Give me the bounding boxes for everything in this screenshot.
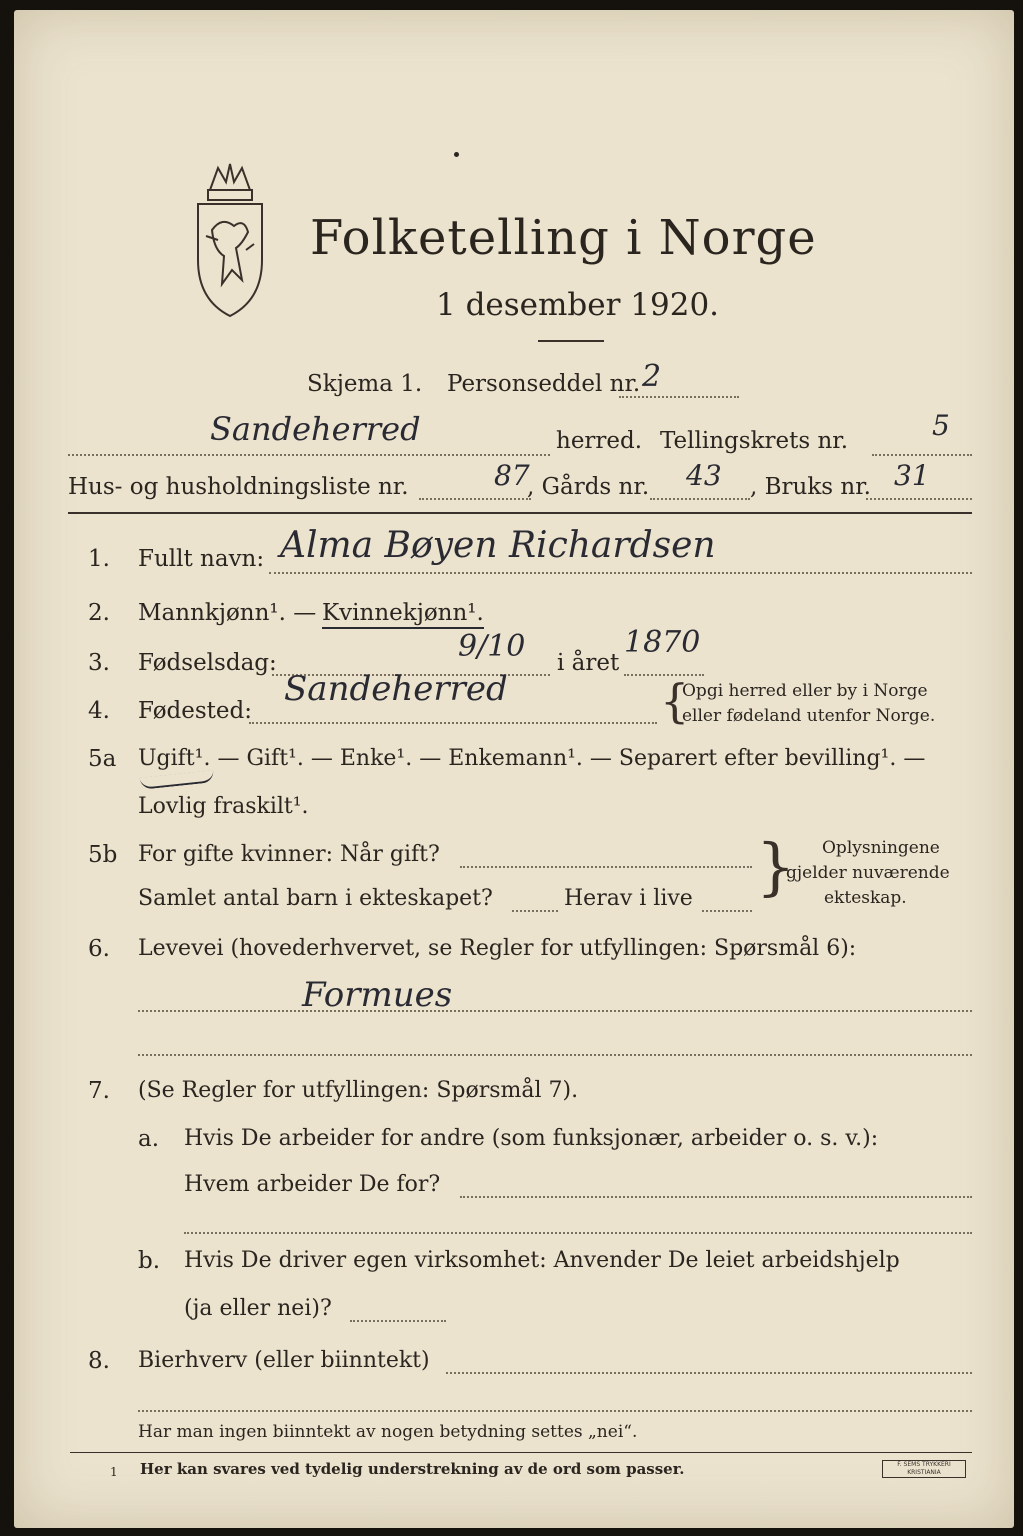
q7-number: 7. (88, 1078, 110, 1104)
q5b-note-line1: Oplysningene (822, 838, 940, 858)
form-title: Folketelling i Norge (310, 210, 817, 266)
coat-of-arms-icon (188, 160, 272, 320)
hus-label: Hus- og husholdningsliste nr. (68, 474, 409, 500)
q7a-employer-line[interactable] (460, 1196, 972, 1198)
gards-line (650, 498, 750, 500)
q5b-alive-label: Herav i live (564, 886, 693, 911)
q6-line1 (138, 1010, 972, 1012)
personseddel-line (619, 396, 739, 398)
herred-value[interactable]: Sandeherred (210, 410, 421, 448)
q7b-letter: b. (138, 1248, 161, 1274)
q5b-married-line (460, 866, 752, 868)
tellingskrets-value[interactable]: 5 (932, 409, 950, 442)
q7b-yes-no-line[interactable] (350, 1320, 446, 1322)
q5b-children-line (512, 910, 558, 912)
q7a-letter: a. (138, 1126, 160, 1152)
q1-value[interactable]: Alma Bøyen Richardsen (280, 525, 716, 566)
tellingskrets-label: Tellingskrets nr. (660, 428, 849, 454)
q4-label: Fødested: (138, 698, 253, 724)
q7b-question: Hvis De driver egen virksomhet: Anvender De leiet arbeidshjelp (184, 1248, 900, 1273)
q6-label: Levevei (hovederhvervet, se Regler for utfyllingen: Spørsmål 6): (138, 936, 857, 961)
q5a-options-cont[interactable]: Lovlig fraskilt¹. (138, 794, 309, 819)
q2-label-male: Mannkjønn¹. — (138, 600, 317, 626)
census-date: 1 desember 1920. (436, 287, 720, 323)
herred-line (68, 454, 550, 456)
hus-line (419, 498, 531, 500)
bruks-label: , Bruks nr. (750, 474, 871, 500)
q2-number: 2. (88, 600, 110, 626)
q4-note-line2: eller fødeland utenfor Norge. (682, 706, 936, 726)
bruks-value[interactable]: 31 (894, 459, 930, 492)
q4-note-brace: { (660, 674, 690, 728)
q3-value[interactable]: 9/10 (458, 629, 526, 664)
title-rule (538, 340, 604, 342)
census-form-page (14, 10, 1014, 1528)
q8-number: 8. (88, 1348, 110, 1374)
q1-line (269, 572, 972, 574)
q7b-yes-no-label: (ja eller nei)? (184, 1296, 332, 1321)
q6-value[interactable]: Formues (302, 975, 453, 1015)
q3-label: Fødselsdag: (138, 650, 277, 676)
q1-number: 1. (88, 546, 110, 572)
q4-note-line1: Opgi herred eller by i Norge (682, 681, 928, 701)
q4-number: 4. (88, 698, 110, 724)
tellingskrets-line (872, 454, 972, 456)
gards-label: , Gårds nr. (527, 474, 650, 500)
bruks-line (866, 498, 972, 500)
footnote-text: Her kan svares ved tydelig understrekning av de ord som passer. (140, 1460, 685, 1478)
q6-line2 (138, 1054, 972, 1056)
footer-divider (70, 1452, 972, 1453)
q5b-alive-line (702, 910, 752, 912)
q5a-number: 5a (88, 746, 117, 772)
personseddel-value[interactable]: 2 (642, 359, 662, 394)
q5a-ugift-mark (140, 770, 215, 790)
hus-value[interactable]: 87 (494, 459, 530, 492)
q5a-options[interactable]: Ugift¹. — Gift¹. — Enke¹. — Enkemann¹. — Separert efter bevilling¹. — (138, 746, 926, 771)
q7a-employer-line2[interactable] (184, 1232, 972, 1234)
q4-line (249, 722, 657, 724)
q1-label: Fullt navn: (138, 546, 265, 572)
personseddel-label: Personseddel nr. (447, 371, 641, 397)
q8-label: Bierhverv (eller biinntekt) (138, 1348, 430, 1373)
q5b-note-line3: ekteskap. (824, 888, 907, 908)
printer-stamp: F. SEMS TRYKKERI KRISTIANIA (882, 1460, 966, 1478)
skjema-label: Skjema 1. (307, 371, 423, 397)
q4-value[interactable]: Sandeherred (284, 669, 508, 709)
q2-label-female[interactable]: Kvinnekjønn¹. (322, 602, 484, 629)
q8-note: Har man ingen biinntekt av nogen betydning settes „nei“. (138, 1422, 638, 1442)
q3-year-label: i året (557, 650, 620, 676)
q7-label: (Se Regler for utfyllingen: Spørsmål 7). (138, 1078, 579, 1103)
q5b-note-line2: gjelder nuværende (786, 863, 950, 883)
q6-number: 6. (88, 936, 110, 962)
herred-label: herred. (556, 428, 643, 454)
q7a-question: Hvis De arbeider for andre (som funksjonær, arbeider o. s. v.): (184, 1126, 879, 1151)
q3-number: 3. (88, 650, 110, 676)
q5b-married-label: For gifte kvinner: Når gift? (138, 842, 440, 867)
header-divider (68, 512, 972, 514)
q3-year-value[interactable]: 1870 (624, 625, 701, 660)
q5b-number: 5b (88, 842, 118, 868)
q5b-children-label: Samlet antal barn i ekteskapet? (138, 886, 493, 911)
q7a-employer-label: Hvem arbeider De for? (184, 1172, 441, 1197)
ink-dot (454, 152, 459, 157)
gards-value[interactable]: 43 (686, 459, 722, 492)
q5b-note-brace: } (756, 830, 796, 903)
footnote-mark: 1 (110, 1465, 118, 1479)
q8-line[interactable] (446, 1372, 972, 1374)
q8-line2[interactable] (138, 1410, 972, 1412)
